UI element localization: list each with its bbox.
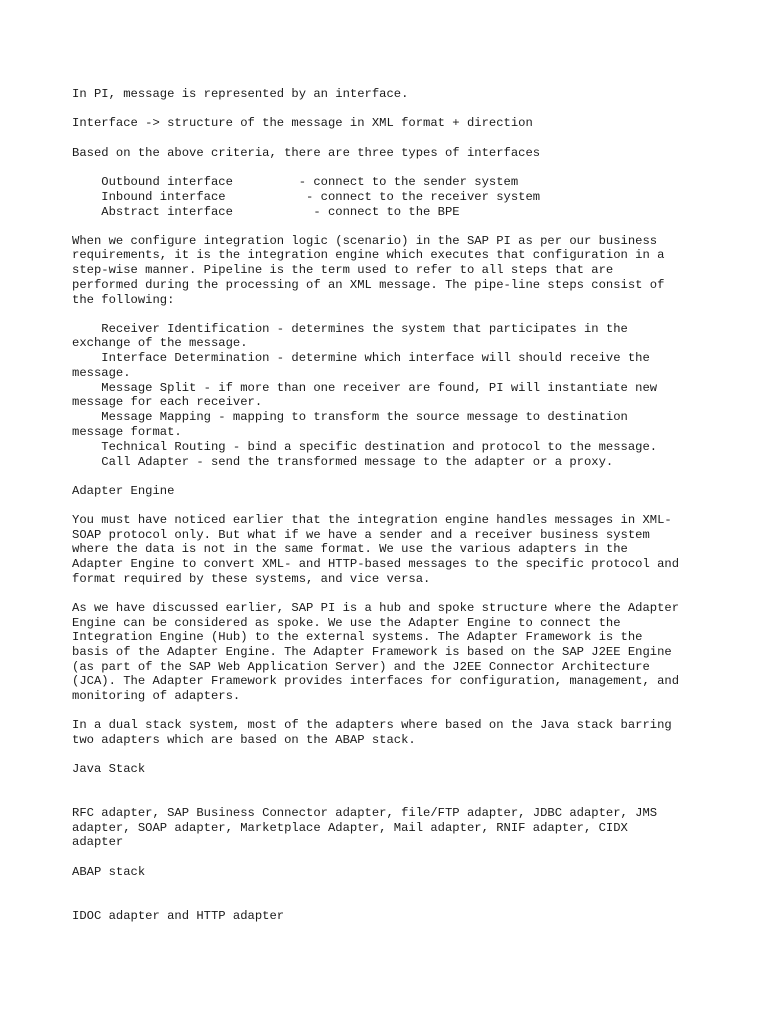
dual-stack-line: In a dual stack system, most of the adapters where based on the Java stack barring (72, 718, 672, 732)
pipeline-step-line: message. (72, 366, 131, 380)
pipeline-step-line: exchange of the message. (72, 336, 248, 350)
java-stack-adapters-line: adapter (72, 835, 124, 849)
pipeline-paragraph-line: requirements, it is the integration engine which executes that configuration in a (72, 248, 665, 262)
pipeline-step-line: Receiver Identification - determines the system that participates in the (72, 322, 628, 336)
pipeline-step-line: Technical Routing - bind a specific destination and protocol to the message. (72, 440, 658, 454)
interface-type-abstract: Abstract interface - connect to the BPE (72, 205, 460, 219)
java-stack-adapters-line: RFC adapter, SAP Business Connector adapter, file/FTP adapter, JDBC adapter, JMS (72, 806, 658, 820)
pipeline-paragraph-line: the following: (72, 293, 175, 307)
adapter-engine-heading: Adapter Engine (72, 484, 175, 498)
pipeline-step-line: message format. (72, 425, 182, 439)
pipeline-paragraph-line: step-wise manner. Pipeline is the term used to refer to all steps that are (72, 263, 614, 277)
adapter-paragraph-1-line: SOAP protocol only. But what if we have a sender and a receiver business system (72, 528, 650, 542)
pipeline-step-line: message for each receiver. (72, 395, 263, 409)
adapter-paragraph-2-line: (as part of the SAP Web Application Server) and the J2EE Connector Architecture (72, 660, 650, 674)
adapter-paragraph-2-line: As we have discussed earlier, SAP PI is a hub and spoke structure where the Adapter (72, 601, 680, 615)
interface-definition: Interface -> structure of the message in XML format + direction (72, 116, 533, 130)
abap-stack-adapters: IDOC adapter and HTTP adapter (72, 909, 285, 923)
adapter-paragraph-1-line: Adapter Engine to convert XML- and HTTP-based messages to the specific protocol and (72, 557, 680, 571)
pipeline-step-line: Message Split - if more than one receiver are found, PI will instantiate new (72, 381, 658, 395)
interface-type-inbound: Inbound interface - connect to the receiver system (72, 190, 541, 204)
adapter-paragraph-1-line: You must have noticed earlier that the integration engine handles messages in XML- (72, 513, 672, 527)
adapter-paragraph-2-line: basis of the Adapter Engine. The Adapter Framework is based on the SAP J2EE Engine (72, 645, 672, 659)
java-stack-adapters-line: adapter, SOAP adapter, Marketplace Adapter, Mail adapter, RNIF adapter, CIDX (72, 821, 628, 835)
adapter-paragraph-2-line: (JCA). The Adapter Framework provides interfaces for configuration, management, and (72, 674, 680, 688)
pipeline-paragraph-line: When we configure integration logic (scenario) in the SAP PI as per our business (72, 234, 658, 248)
adapter-paragraph-2-line: Integration Engine (Hub) to the external systems. The Adapter Framework is the (72, 630, 643, 644)
pipeline-step-line: Interface Determination - determine which interface will should receive the (72, 351, 650, 365)
adapter-paragraph-1-line: where the data is not in the same format. We use the various adapters in the (72, 542, 628, 556)
pipeline-paragraph-line: performed during the processing of an XML message. The pipe-line steps consist of (72, 278, 665, 292)
interface-type-outbound: Outbound interface - connect to the sender system (72, 175, 519, 189)
adapter-paragraph-2-line: monitoring of adapters. (72, 689, 241, 703)
interface-types-intro: Based on the above criteria, there are three types of interfaces (72, 146, 541, 160)
adapter-paragraph-2-line: Engine can be considered as spoke. We use the Adapter Engine to connect the (72, 616, 621, 630)
adapter-paragraph-1-line: format required by these systems, and vice versa. (72, 572, 431, 586)
pipeline-step-line: Call Adapter - send the transformed message to the adapter or a proxy. (72, 455, 614, 469)
abap-stack-heading: ABAP stack (72, 865, 146, 879)
pipeline-step-line: Message Mapping - mapping to transform the source message to destination (72, 410, 628, 424)
dual-stack-line: two adapters which are based on the ABAP stack. (72, 733, 416, 747)
java-stack-heading: Java Stack (72, 762, 146, 776)
intro-text: In PI, message is represented by an interface. (72, 87, 409, 101)
